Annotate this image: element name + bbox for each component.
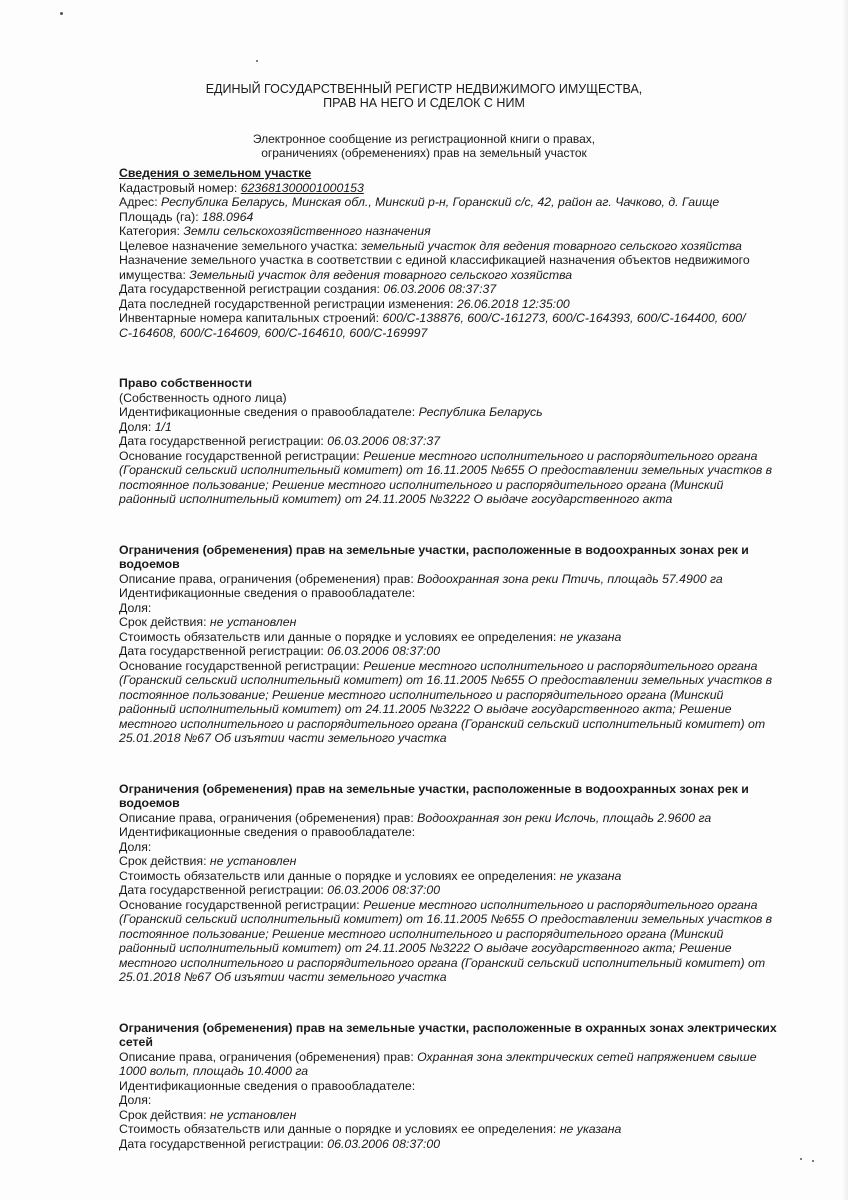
restriction-cost-row: Стоимость обязательств или данные о порядке и условиях ее определения: не указана	[119, 1122, 622, 1136]
restriction-desc-row: Описание права, ограничения (обременения) прав: Водоохранная зон реки Ислочь, площадь 2.9600 га	[119, 810, 712, 825]
restriction-term-row: Срок действия: не установлен	[119, 1107, 297, 1122]
cadastral-number: 623681300001000153	[240, 180, 364, 195]
cadastral-row: Кадастровый номер: 623681300001000153	[119, 180, 364, 195]
restriction-basis-row: Основание государственной регистрации: Решение местного исполнительного и распорядительного органа (Горанский сельский исполнительный комитет) от 16.11.2005 №655 О предоставлении земельных участков в постоянное пользование; Решение местного исполнительного и распорядительного органа (Минский районный исполнительный комитет) от 24.11.2005 №3222 О выдаче государственного акта; Решение местного исполнительного и распорядительного органа (Горанский сельский исполнительный комитет) от 25.01.2018 №67 Об изъятии части земельного участка	[119, 658, 773, 745]
ownership-title: Право собственности	[119, 376, 253, 390]
share-row: Доля: 1/1	[119, 419, 172, 434]
category-row: Категория: Земли сельскохозяйственного назначения	[119, 224, 431, 238]
restriction-cost-value: не указана	[559, 868, 622, 883]
restriction-section	[119, 1021, 779, 1152]
restriction-basis-value: Решение местного исполнительного и распорядительного органа (Горанский сельский исполнительный комитет) от 16.11.2005 №655 О предоставлении земельных участков в постоянное пользование; Решение местного исполнительного и распорядительного органа (Минский районный исполнительный комитет) от 24.11.2005 №3222 О выдаче государственного акта; Решение местного исполнительного и распорядительного органа (Горанский сельский исполнительный комитет) от 25.01.2018 №67 Об изъятии части земельного участка	[119, 897, 773, 984]
restriction-term-value: не установлен	[209, 1107, 297, 1122]
restriction-desc-value: Водоохранная зона реки Птичь, площадь 57.4900 га	[417, 571, 723, 586]
classifier-value: Земельный участок для ведения товарного сельского хозяйства	[189, 267, 573, 282]
document-body	[119, 166, 779, 1187]
restriction-basis-value: Решение местного исполнительного и распорядительного органа (Горанский сельский исполнительный комитет) от 16.11.2005 №655 О предоставлении земельных участков в постоянное пользование; Решение местного исполнительного и распорядительного органа (Минский районный исполнительный комитет) от 24.11.2005 №3222 О выдаче государственного акта; Решение местного исполнительного и распорядительного органа (Горанский сельский исполнительный комитет) от 25.01.2018 №67 Об изъятии части земельного участка	[119, 658, 773, 745]
restriction-basis-row: Основание государственной регистрации: Решение местного исполнительного и распорядительного органа (Горанский сельский исполнительный комитет) от 16.11.2005 №655 О предоставлении земельных участков в постоянное пользование; Решение местного исполнительного и распорядительного органа (Минский районный исполнительный комитет) от 24.11.2005 №3222 О выдаче государственного акта; Решение местного исполнительного и распорядительного органа (Горанский сельский исполнительный комитет) от 25.01.2018 №67 Об изъятии части земельного участка	[119, 897, 773, 984]
restriction-term-row: Срок действия: не установлен	[119, 615, 297, 629]
restriction-desc-row: Описание права, ограничения (обременения) прав: Охранная зона электрических сетей напряжением свыше 1000 вольт, площадь 10.4000 га	[119, 1049, 757, 1078]
scan-speck	[800, 1158, 802, 1160]
restriction-share-row: Доля:	[119, 839, 152, 854]
restriction-date-row: Дата государственной регистрации: 06.03.2006 08:37:00	[119, 1136, 441, 1151]
restriction-section	[119, 782, 779, 985]
scan-speck	[60, 12, 63, 15]
restriction-title: Ограничения (обременения) прав на земельные участки, расположенные в водоохранных зонах рек и водоемов	[119, 542, 749, 571]
created-row: Дата государственной регистрации создания: 06.03.2006 08:37:37	[119, 282, 497, 296]
restriction-cost-row: Стоимость обязательств или данные о порядке и условиях ее определения: не указана	[119, 868, 622, 883]
restriction-desc-row: Описание права, ограничения (обременения) прав: Водоохранная зона реки Птичь, площадь 57.4900 га	[119, 571, 723, 586]
changed-value: 26.06.2018 12:35:00	[456, 296, 570, 311]
restriction-share-row: Доля:	[119, 1093, 152, 1107]
restriction-term-value: не установлен	[209, 615, 297, 629]
category-value: Земли сельскохозяйственного назначения	[183, 224, 431, 238]
restriction-desc-value: Охранная зона электрических сетей напряжением свыше 1000 вольт, площадь 10.4000 га	[119, 1049, 757, 1078]
ownership-kind: (Собственность одного лица)	[119, 390, 287, 405]
restriction-date-row: Дата государственной регистрации: 06.03.2006 08:37:00	[119, 644, 441, 658]
restriction-share-row: Доля:	[119, 600, 152, 615]
restriction-cost-value: не указана	[559, 1122, 622, 1136]
restriction-date-value: 06.03.2006 08:37:00	[327, 644, 441, 658]
restriction-cost-value: не указана	[559, 629, 622, 644]
restriction-term-row: Срок действия: не установлен	[119, 854, 297, 868]
owner-value: Республика Беларусь	[418, 405, 543, 419]
restriction-cost-row: Стоимость обязательств или данные о порядке и условиях ее определения: не указана	[119, 629, 622, 644]
changed-row: Дата последней государственной регистрации изменения: 26.06.2018 12:35:00	[119, 296, 570, 311]
restriction-desc-value: Водоохранная зон реки Ислочь, площадь 2.9600 га	[417, 810, 712, 825]
header-subtitle-1: Электронное сообщение из регистрационной книги о правах,	[252, 132, 596, 146]
header-subtitle-2: ограничениях (обременениях) прав на земельный участок	[261, 146, 587, 160]
created-value: 06.03.2006 08:37:37	[383, 282, 497, 296]
purpose-value: земельный участок для ведения товарного сельского хозяйства	[361, 238, 742, 253]
restriction-title: Ограничения (обременения) прав на земельные участки, расположенные в водоохранных зонах рек и водоемов	[119, 781, 749, 810]
scan-edge-shadow	[842, 0, 848, 1200]
land-section-title: Сведения о земельном участке	[119, 166, 312, 180]
ownership-date-row: Дата государственной регистрации: 06.03.2006 08:37:37	[119, 434, 441, 448]
restriction-section	[119, 543, 779, 746]
restriction-holder-row: Идентификационные сведения о правообладателе:	[119, 586, 416, 600]
purpose-row: Целевое назначение земельного участка: земельный участок для ведения товарного сельского хозяйства	[119, 238, 742, 253]
header-line-1: ЕДИНЫЙ ГОСУДАРСТВЕННЫЙ РЕГИСТР НЕДВИЖИМОГО ИМУЩЕСТВА,	[205, 82, 643, 96]
ownership-date-value: 06.03.2006 08:37:37	[327, 434, 441, 448]
land-section	[119, 166, 779, 340]
address-value: Республика Беларусь, Минская обл., Минский р-н, Горанский с/с, 42, район аг. Чачково, д. Гаище	[161, 195, 720, 209]
restriction-term-value: не установлен	[209, 854, 297, 868]
header-line-2: ПРАВ НА НЕГО И СДЕЛОК С НИМ	[323, 96, 525, 110]
area-row: Площадь (га): 188.0964	[119, 209, 254, 224]
restriction-title: Ограничения (обременения) прав на земельные участки, расположенные в охранных зонах электрических сетей	[119, 1020, 777, 1049]
restriction-holder-row: Идентификационные сведения о правообладателе:	[119, 825, 416, 839]
area-value: 188.0964	[202, 209, 254, 224]
scan-speck	[256, 60, 258, 62]
inventory-value: 600/С-138876, 600/С-161273, 600/С-164393, 600/С-164400, 600/С-164608, 600/С-164609, 600/С-164610, 600/С-169997	[119, 311, 746, 340]
restriction-date-row: Дата государственной регистрации: 06.03.2006 08:37:00	[119, 883, 441, 897]
document-header	[0, 82, 848, 160]
restriction-date-value: 06.03.2006 08:37:00	[327, 1136, 441, 1151]
classifier-row: Назначение земельного участка в соответствии с единой классификацией назначения объектов недвижимого имущества: Земельный участок для ведения товарного сельского хозяйства	[119, 253, 750, 282]
inventory-row: Инвентарные номера капитальных строений: 600/С-138876, 600/С-161273, 600/С-164393, 600/С-164400, 600/С-164608, 600/С-164609, 600/С-164610, 600/С-169997	[119, 311, 746, 340]
restriction-date-value: 06.03.2006 08:37:00	[327, 883, 441, 897]
ownership-basis-row: Основание государственной регистрации: Решение местного исполнительного и распорядительного органа (Горанский сельский исполнительный комитет) от 16.11.2005 №655 О предоставлении земельных участков в постоянное пользование; Решение местного исполнительного и распорядительного органа (Минский районный исполнительный комитет) от 24.11.2005 №3222 О выдаче государственного акта	[119, 448, 773, 506]
scan-speck	[812, 1160, 814, 1162]
owner-row: Идентификационные сведения о правообладателе: Республика Беларусь	[119, 405, 543, 419]
ownership-basis-value: Решение местного исполнительного и распорядительного органа (Горанский сельский исполнительный комитет) от 16.11.2005 №655 О предоставлении земельных участков в постоянное пользование; Решение местного исполнительного и распорядительного органа (Минский районный исполнительный комитет) от 24.11.2005 №3222 О выдаче государственного акта	[119, 448, 773, 506]
address-row: Адрес: Республика Беларусь, Минская обл., Минский р-н, Горанский с/с, 42, район аг. Чачково, д. Гаище	[119, 195, 720, 209]
ownership-section	[119, 376, 779, 507]
share-value: 1/1	[154, 419, 172, 434]
restriction-holder-row: Идентификационные сведения о правообладателе:	[119, 1078, 416, 1093]
